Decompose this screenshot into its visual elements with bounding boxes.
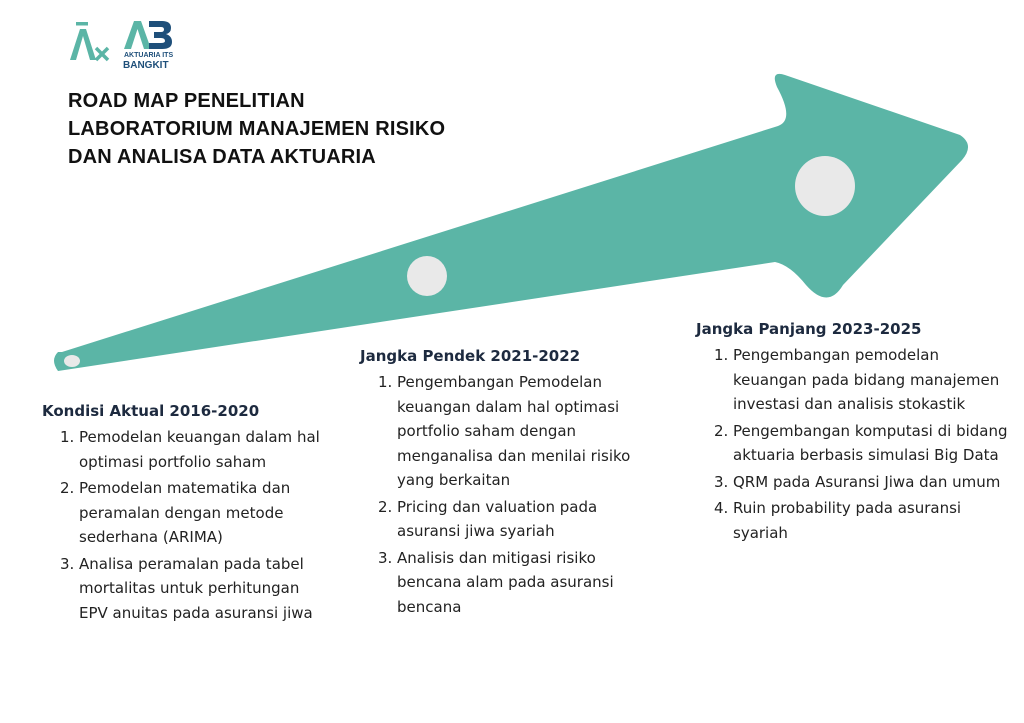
list-item	[696, 343, 1008, 417]
column-list	[360, 370, 650, 619]
column-heading: Kondisi Aktual 2016-2020	[42, 402, 260, 420]
list-item	[696, 496, 1008, 545]
item-text: Pengembangan komputasi di bidang aktuaria berbasis simulasi Big Data	[733, 421, 1008, 464]
list-item	[42, 552, 332, 626]
item-text: Pricing dan valuation pada asuransi jiwa syariah	[397, 497, 598, 540]
item-text: Pemodelan matematika dan peramalan dengan metode sederhana (ARIMA)	[79, 479, 291, 546]
item-number: 2.	[378, 497, 393, 516]
item-number: 3.	[714, 472, 729, 491]
aktuaria-ax-icon	[66, 20, 112, 62]
title-line-1: ROAD MAP PENELITIAN	[68, 90, 305, 112]
column-jangka-pendek	[360, 345, 650, 621]
item-text: Analisis dan mitigasi risiko bencana alam pada asuransi bencana	[397, 548, 614, 616]
list-item	[360, 370, 650, 493]
item-text: Analisa peramalan pada tabel mortalitas untuk perhitungan EPV anuitas pada asuransi jiwa	[79, 554, 313, 622]
item-text: QRM pada Asuransi Jiwa dan umum	[733, 472, 1001, 491]
title-line-2: LABORATORIUM MANAJEMEN RISIKO	[68, 118, 446, 140]
column-jangka-panjang	[696, 318, 1008, 547]
item-number: 3.	[60, 554, 75, 573]
column-list	[696, 343, 1008, 545]
item-number: 1.	[714, 346, 729, 364]
milestone-dot-1	[64, 355, 80, 367]
milestone-dot-2	[407, 256, 447, 296]
item-number: 4.	[714, 499, 729, 517]
aktuaria-ab-icon	[122, 18, 174, 50]
item-number: 2.	[714, 421, 729, 440]
page-title	[68, 87, 445, 171]
column-kondisi-aktual	[42, 400, 332, 627]
list-item	[42, 425, 332, 474]
item-number: 3.	[378, 548, 393, 567]
item-number: 1.	[60, 428, 75, 446]
list-item	[42, 476, 332, 550]
item-number: 2.	[60, 479, 75, 497]
item-text: Pengembangan Pemodelan keuangan dalam hal optimasi portfolio saham dengan menganalisa dan menilai risiko yang berkaitan	[397, 373, 631, 489]
logo-name: BANGKIT	[123, 60, 169, 71]
item-number: 1.	[378, 373, 393, 391]
list-item	[696, 470, 1008, 495]
list-item	[360, 546, 650, 620]
title-line-3: DAN ANALISA DATA AKTUARIA	[68, 146, 376, 168]
column-list	[42, 425, 332, 625]
column-heading: Jangka Pendek 2021-2022	[360, 347, 581, 365]
item-text: Ruin probability pada asuransi syariah	[733, 499, 962, 542]
item-text: Pemodelan keuangan dalam hal optimasi portfolio saham	[79, 428, 320, 471]
logo-subtitle: AKTUARIA ITS	[124, 52, 174, 59]
list-item	[696, 419, 1008, 468]
list-item	[360, 495, 650, 544]
column-heading: Jangka Panjang 2023-2025	[696, 320, 922, 338]
milestone-dot-3	[795, 156, 855, 216]
item-text: Pengembangan pemodelan keuangan pada bidang manajemen investasi dan analisis stokastik	[733, 346, 1000, 413]
